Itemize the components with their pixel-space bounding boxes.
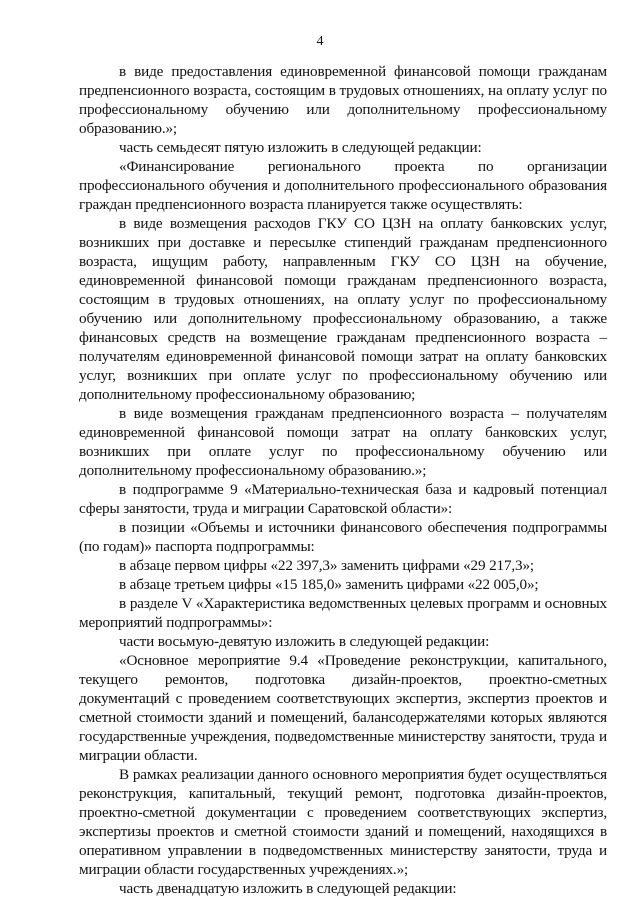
paragraph: в позиции «Объемы и источники финансового обеспечения подпрограммы (по годам)» паспорта подпрограммы: [79, 519, 607, 555]
paragraph: часть семьдесят пятую изложить в следующей редакции: [119, 139, 482, 156]
paragraph: «Финансирование регионального проекта по организации профессионального обучения и дополнительного профессионального образования граждан предпенсионного возраста планируется также осуществлять: [79, 158, 607, 213]
paragraph: в абзаце третьем цифры «15 185,0» заменить цифрами «22 005,0»; [119, 576, 539, 593]
document-body [79, 62, 607, 898]
paragraph: часть двенадцатую изложить в следующей редакции: [119, 880, 457, 897]
page-number: 4 [316, 34, 324, 49]
paragraph: «Основное мероприятие 9.4 «Проведение реконструкции, капитального, текущего ремонтов, подготовка дизайн-проектов, проектно-сметных документаций с проведением соответствующих экспертиз, экспертиз проектов и сметной стоимости зданий и помещений, балансодержателями которых являются государственные учреждения, подведомственные министерству занятости, труда и миграции области. [79, 652, 607, 764]
paragraph: части восьмую-девятую изложить в следующей редакции: [119, 633, 490, 650]
paragraph: в абзаце первом цифры «22 397,3» заменить цифрами «29 217,3»; [119, 557, 535, 574]
paragraph: в разделе V «Характеристика ведомственных целевых программ и основных мероприятий подпрограммы»: [79, 595, 607, 631]
paragraph: в виде возмещения расходов ГКУ СО ЦЗН на оплату банковских услуг, возникших при доставке и пересылке стипендий гражданам предпенсионного возраста, ищущим работу, направленным ГКУ СО ЦЗН на обучение, единовременной финансовой помощи гражданам предпенсионного возраста, состоящим в трудовых отношениях, на оплату услуг по профессиональному обучению или дополнительному профессиональному образованию, а также финансовых средств на возмещение гражданам предпенсионного возраста – получателям единовременной финансовой помощи затрат на оплату банковских услуг, возникших при оплате услуг по профессиональному обучению или дополнительному профессиональному образованию; [79, 215, 607, 403]
paragraph: в виде предоставления единовременной финансовой помощи гражданам предпенсионного возраста, состоящим в трудовых отношениях, на оплату услуг по профессиональному обучению или дополнительному профессиональному образованию.»; [79, 63, 607, 137]
paragraph: В рамках реализации данного основного мероприятия будет осуществляться реконструкция, капитальный, текущий ремонт, подготовка дизайн-проектов, проектно-сметной документации с проведением соответствующих экспертиз, экспертизы проектов и сметной стоимости зданий и помещений, находящихся в оперативном управлении в подведомственных министерству занятости, труда и миграции области государственных учреждениях.»; [79, 766, 607, 878]
paragraph: в виде возмещения гражданам предпенсионного возраста – получателям единовременной финансовой помощи затрат на оплату банковских услуг, возникших при оплате услуг по профессиональному обучению или дополнительному профессиональному образованию.»; [79, 405, 607, 479]
paragraph: в подпрограмме 9 «Материально-техническая база и кадровый потенциал сферы занятости, труда и миграции Саратовской области»: [79, 481, 607, 517]
